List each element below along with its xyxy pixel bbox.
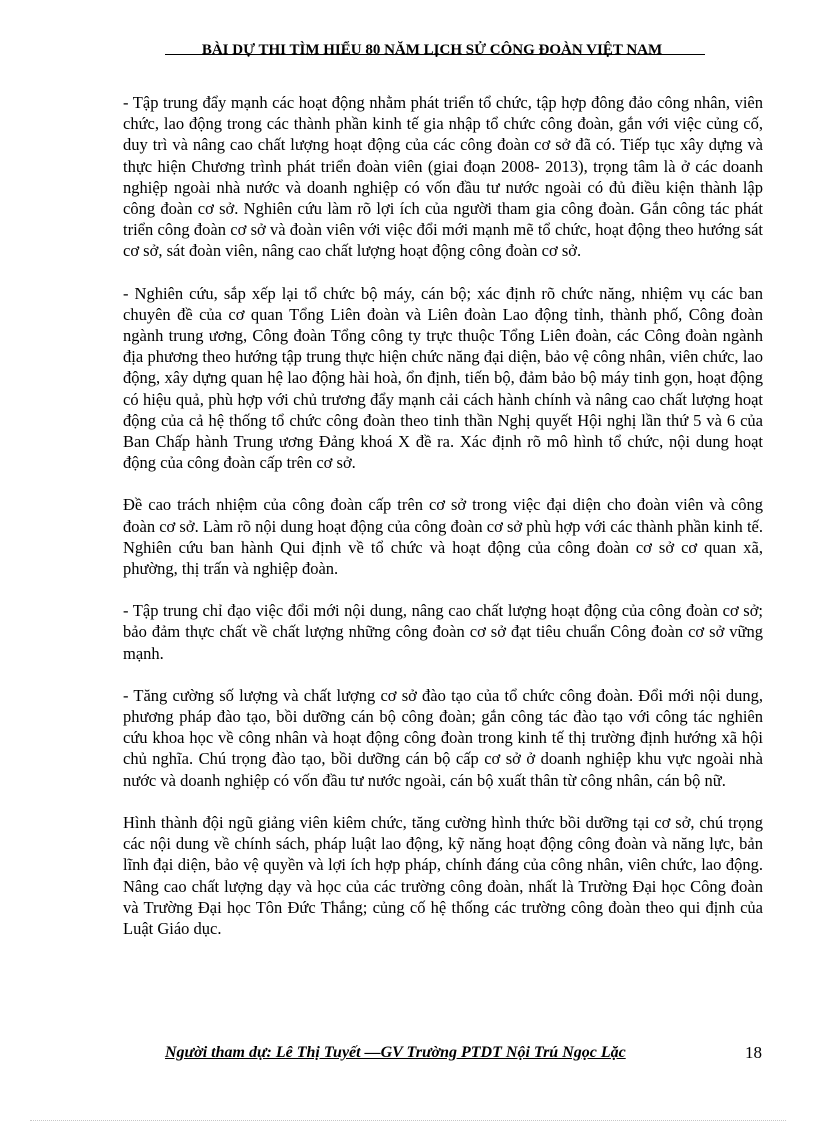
paragraph-2: - Nghiên cứu, sắp xếp lại tổ chức bộ máy, cán bộ; xác định rõ chức năng, nhiệm vụ các ban chuyên đề của cơ quan Tổng Liên đoàn và Liên đoàn Lao động tỉnh, thành phố, Công đoàn ngành trung ương, Công đoàn Tổng công ty trực thuộc Tổng Liên đoàn, các Công đoàn ngành địa phương theo hướng tập trung thực hiện chức năng đại diện, bảo vệ công nhân, viên chức, lao động, xây dựng quan hệ lao động hài hoà, ổn định, tiến bộ, đảm bảo bộ máy tinh gọn, hoạt động có hiệu quả, phù hợp với chủ trương đẩy mạnh cải cách hành chính và nâng cao chất lượng hoạt động của cả hệ thống tổ chức công đoàn theo tinh thần Nghị quyết Hội nghị lần thứ 5 và 6 của Ban Chấp hành Trung ương Đảng khoá X đề ra. Xác định rõ mô hình tổ chức, nội dung hoạt động của công đoàn cấp trên cơ sở. — [123, 283, 763, 473]
paragraph-3: Đề cao trách nhiệm của công đoàn cấp trên cơ sở trong việc đại diện cho đoàn viên và công đoàn cơ sở. Làm rõ nội dung hoạt động của công đoàn cơ sở phù hợp với các thành phần kinh tế. Nghiên cứu ban hành Qui định về tổ chức và hoạt động của công đoàn cơ sở cơ quan xã, phường, thị trấn và nghiệp đoàn. — [123, 495, 763, 579]
paragraph-1: - Tập trung đẩy mạnh các hoạt động nhằm phát triển tổ chức, tập hợp đông đảo công nhân, viên chức, lao động trong các thành phần kinh tế gia nhập tổ chức công đoàn, gắn với việc củng cố, duy trì và nâng cao chất lượng hoạt động của các công đoàn cơ sở đã có. Tiếp tục xây dựng và thực hiện Chương trình phát triển đoàn viên (giai đoạn 2008- 2013), trọng tâm là ở các doanh nghiệp ngoài nhà nước và doanh nghiệp có vốn đầu tư nước ngoài có đủ điều kiện thành lập công đoàn cơ sở. Nghiên cứu làm rõ lợi ích của người tham gia công đoàn. Gắn công tác phát triển công đoàn cơ sở và đoàn viên với việc đổi mới mạnh mẽ tổ chức, hoạt động theo hướng sát cơ sở, sát đoàn viên, nâng cao chất lượng hoạt động công đoàn cơ sở. — [123, 93, 763, 261]
paragraph-4: - Tập trung chỉ đạo việc đổi mới nội dung, nâng cao chất lượng hoạt động của công đoàn cơ sở; bảo đảm thực chất về chất lượng những công đoàn cơ sở đạt tiêu chuẩn Công đoàn cơ sở vững mạnh. — [123, 601, 763, 663]
document-body — [123, 92, 763, 960]
header-underline — [165, 54, 705, 55]
header-title: BÀI DỰ THI TÌM HIỂU 80 NĂM LỊCH SỬ CÔNG ĐOÀN VIỆT NAM — [201, 42, 663, 57]
footer-author: Người tham dự: Lê Thị Tuyết —GV Trường PTDT Nội Trú Ngọc Lặc — [165, 1044, 626, 1061]
page-footer — [165, 1042, 765, 1066]
page-bottom-divider — [30, 1120, 786, 1121]
page-number: 18 — [745, 1043, 762, 1062]
paragraph-5: - Tăng cường số lượng và chất lượng cơ sở đào tạo của tổ chức công đoàn. Đổi mới nội dung, phương pháp đào tạo, bồi dưỡng cán bộ công đoàn; gắn công tác đào tạo với công tác nghiên cứu khoa học về công nhân và hoạt động công đoàn trong kinh tế thị trường định hướng xã hội chủ nghĩa. Chú trọng đào tạo, bồi dưỡng cán bộ cấp cơ sở ở doanh nghiệp khu vực ngoài nhà nước và doanh nghiệp có vốn đầu tư nước ngoài, cán bộ xuất thân từ công nhân, cán bộ nữ. — [123, 685, 763, 790]
paragraph-6: Hình thành đội ngũ giảng viên kiêm chức, tăng cường hình thức bồi dưỡng tại cơ sở, chú trọng các nội dung về chính sách, pháp luật lao động, kỹ năng hoạt động công đoàn và năng lực, bản lĩnh đại diện, bảo vệ quyền và lợi ích hợp pháp, chính đáng của công nhân, viên chức, lao động. Nâng cao chất lượng dạy và học của các trường công đoàn, nhất là Trường Đại học Công đoàn và Trường Đại học Tôn Đức Thắng; củng cố hệ thống các trường công đoàn theo qui định của Luật Giáo dục. — [123, 812, 763, 938]
